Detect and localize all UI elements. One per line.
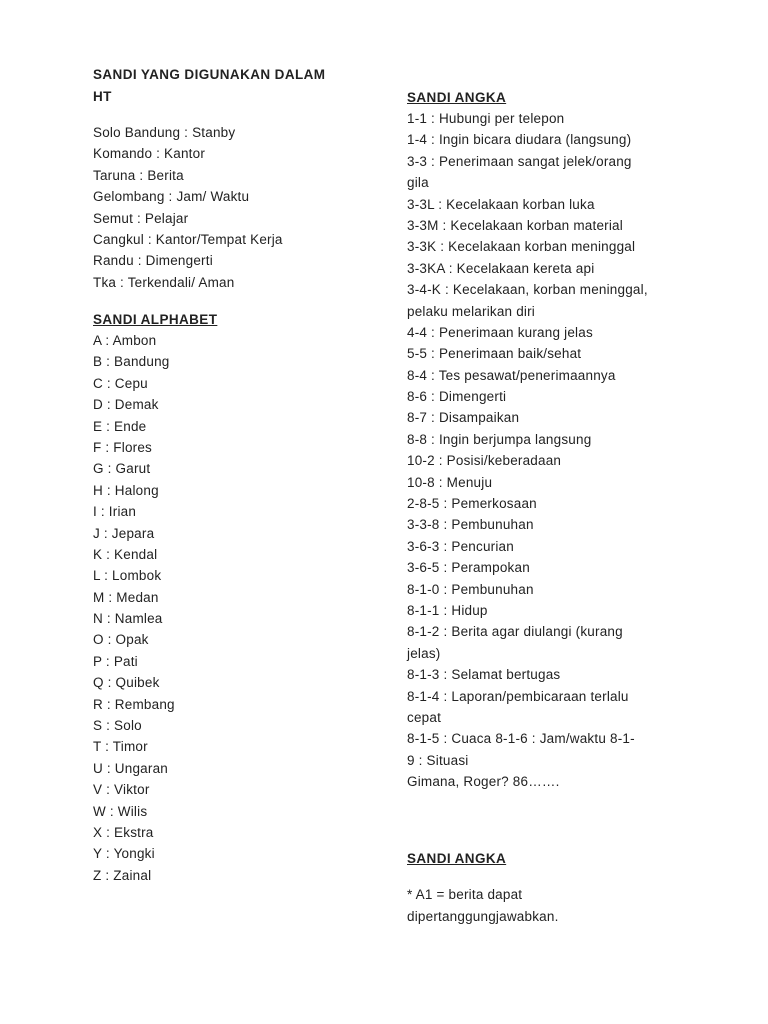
- alphabet-item: M : Medan: [93, 589, 159, 605]
- number-code-item: 3-3L : Kecelakaan korban luka: [407, 196, 595, 212]
- alphabet-item: I : Irian: [93, 504, 137, 520]
- number-code-item: gila: [407, 175, 429, 191]
- alphabet-item: S : Solo: [93, 718, 142, 734]
- number-code-item: 10-8 : Menuju: [407, 474, 493, 490]
- number-code-item: 3-3 : Penerimaan sangat jelek/orang: [407, 153, 632, 169]
- alphabet-item: W : Wilis: [93, 803, 148, 819]
- alphabet-item: T : Timor: [93, 739, 148, 755]
- note-line1: * A1 = berita dapat: [407, 887, 523, 902]
- alphabet-item: F : Flores: [93, 439, 153, 455]
- code-word-list: [93, 122, 383, 293]
- alphabet-item: U : Ungaran: [93, 760, 168, 776]
- number-code-item: 4-4 : Penerimaan kurang jelas: [407, 324, 593, 340]
- code-word-item: Komando : Kantor: [93, 146, 206, 162]
- number-code-item: 8-1-5 : Cuaca 8-1-6 : Jam/waktu 8-1-: [407, 731, 635, 747]
- code-word-item: Semut : Pelajar: [93, 210, 189, 226]
- alphabet-item: Z : Zainal: [93, 867, 152, 883]
- number-code-item: 3-6-5 : Perampokan: [407, 560, 530, 576]
- alphabet-item: Y : Yongki: [93, 846, 155, 862]
- alphabet-item: A : Ambon: [93, 333, 157, 348]
- number-code-item: 3-4-K : Kecelakaan, korban meninggal,: [407, 282, 648, 298]
- number-code-item: 3-3KA : Kecelakaan kereta api: [407, 260, 595, 276]
- alphabet-item: C : Cepu: [93, 375, 148, 391]
- number-code-item: 8-1-1 : Hidup: [407, 602, 488, 618]
- alphabet-item: B : Bandung: [93, 354, 170, 370]
- alphabet-item: E : Ende: [93, 418, 147, 434]
- number-code-item: 8-1-3 : Selamat bertugas: [407, 667, 561, 683]
- alphabet-item: J : Jepara: [93, 525, 155, 541]
- number-code-item: cepat: [407, 709, 442, 725]
- alphabet-item: O : Opak: [93, 632, 149, 648]
- document-title-line2: HT: [93, 89, 112, 104]
- code-word-item: Solo Bandung : Stanby: [93, 125, 236, 140]
- code-word-item: Taruna : Berita: [93, 167, 184, 183]
- number-code-item: 2-8-5 : Pemerkosaan: [407, 496, 537, 512]
- alphabet-item: L : Lombok: [93, 568, 162, 584]
- alphabet-item: X : Ekstra: [93, 824, 154, 840]
- number-code-item: 3-3M : Kecelakaan korban material: [407, 217, 623, 233]
- number-code-item: 8-6 : Dimengerti: [407, 389, 507, 405]
- number-code-item: 8-1-4 : Laporan/pembicaraan terlalu: [407, 688, 629, 704]
- number-code-item: 8-8 : Ingin berjumpa langsung: [407, 431, 592, 447]
- number-code-item: 10-2 : Posisi/keberadaan: [407, 453, 562, 469]
- document-title-line1: SANDI YANG DIGUNAKAN DALAM: [93, 67, 326, 82]
- alphabet-item: K : Kendal: [93, 546, 158, 562]
- number-code-item: 8-4 : Tes pesawat/penerimaannya: [407, 367, 616, 383]
- code-word-item: Cangkul : Kantor/Tempat Kerja: [93, 231, 283, 247]
- code-word-item: Gelombang : Jam/ Waktu: [93, 189, 250, 205]
- number-code-heading: SANDI ANGKA: [407, 90, 507, 105]
- alphabet-item: Q : Quibek: [93, 675, 160, 691]
- number-code-item: pelaku melarikan diri: [407, 303, 536, 319]
- note-line2: dipertanggungjawabkan.: [407, 909, 559, 924]
- alphabet-item: V : Viktor: [93, 782, 150, 798]
- alphabet-heading: SANDI ALPHABET: [93, 312, 218, 327]
- number-code-heading-second: SANDI ANGKA: [407, 851, 507, 866]
- number-code-item: 8-1-2 : Berita agar diulangi (kurang: [407, 624, 623, 640]
- number-code-item: Gimana, Roger? 86…….: [407, 774, 560, 790]
- number-code-item: jelas): [407, 645, 441, 661]
- number-code-item: 5-5 : Penerimaan baik/sehat: [407, 346, 582, 362]
- alphabet-list: [93, 330, 383, 886]
- number-code-item: 8-1-0 : Pembunuhan: [407, 581, 534, 597]
- number-code-list: [407, 108, 707, 793]
- number-code-item: 3-3K : Kecelakaan korban meninggal: [407, 239, 636, 255]
- code-word-item: Tka : Terkendali/ Aman: [93, 274, 235, 290]
- alphabet-item: G : Garut: [93, 461, 151, 477]
- number-code-item: 3-6-3 : Pencurian: [407, 538, 514, 554]
- alphabet-item: H : Halong: [93, 482, 159, 498]
- number-code-item: 9 : Situasi: [407, 752, 469, 768]
- number-code-item: 8-7 : Disampaikan: [407, 410, 520, 426]
- alphabet-item: D : Demak: [93, 397, 159, 413]
- alphabet-item: N : Namlea: [93, 611, 163, 627]
- code-word-item: Randu : Dimengerti: [93, 253, 213, 269]
- number-code-item: 1-4 : Ingin bicara diudara (langsung): [407, 132, 632, 148]
- number-code-item: 3-3-8 : Pembunuhan: [407, 517, 534, 533]
- alphabet-item: R : Rembang: [93, 696, 175, 712]
- alphabet-item: P : Pati: [93, 653, 138, 669]
- number-code-item: 1-1 : Hubungi per telepon: [407, 111, 565, 126]
